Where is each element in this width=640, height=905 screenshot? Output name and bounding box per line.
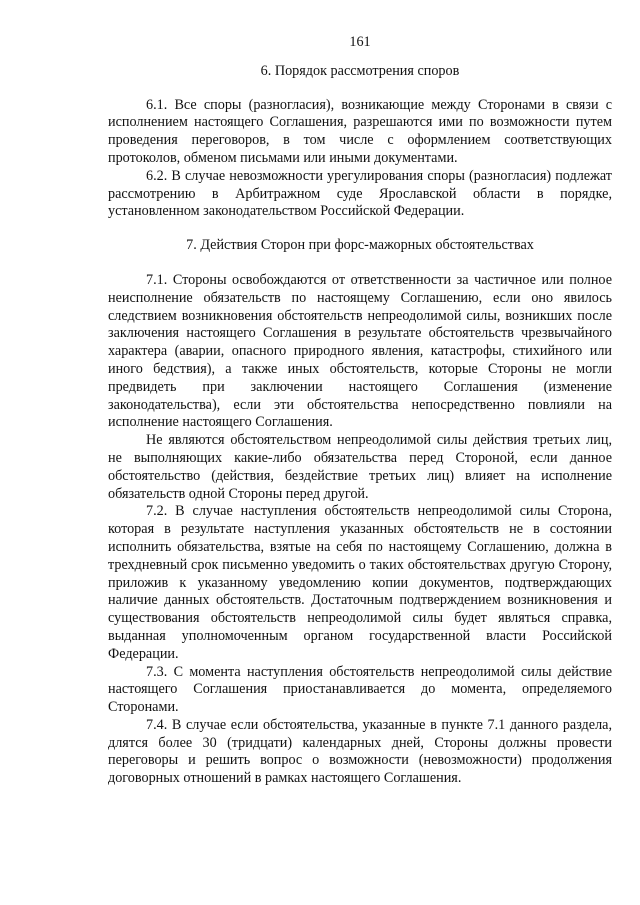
paragraph-6-1: 6.1. Все споры (разногласия), возникающие между Сторонами в связи с исполнением настоящего Соглашения, разрешаются ими по возможности путем проведения переговоров, в том числе с оформлением соответствующих протоколов, обменом письмами или иными документами. bbox=[108, 96, 612, 166]
document-page bbox=[108, 34, 612, 788]
paragraph-6-2: 6.2. В случае невозможности урегулирования споры (разногласия) подлежат рассмотрению в Арбитражном суде Ярославской области в порядке, установленном законодательством Российской Федерации. bbox=[108, 167, 612, 220]
page-number: 161 bbox=[349, 34, 371, 50]
paragraph-7-1: 7.1. Стороны освобождаются от ответственности за частичное или полное неисполнение обязательств по настоящему Соглашению, если оно явилось следствием возникновения обстоятельств непреодолимой силы, возникших после заключения настоящего Соглашения в результате обстоятельств чрезвычайного характера (аварии, опасного природного явления, катастрофы, стихийного или иного бедствия), а также иных обстоятельств, которые Стороны не могли предвидеть при заключении настоящего Соглашения (изменение законодательства), если эти обстоятельства непосредственно повлияли на исполнение настоящего Соглашения. bbox=[108, 271, 612, 431]
paragraph-7-2: 7.2. В случае наступления обстоятельств непреодолимой силы Сторона, которая в результате наступления указанных обстоятельств не в состоянии исполнить обязательства, взятые на себя по настоящему Соглашению, должна в трехдневный срок письменно уведомить о таких обстоятельствах другую Сторону, приложив к указанному уведомлению копии документов, подтверждающих наличие данных обстоятельств. Достаточным подтверждением возникновения и существования обстоятельств непреодолимой силы будет являться справка, выданная уполномоченным органом государственной власти Российской Федерации. bbox=[108, 503, 612, 662]
paragraph-7-1-note: Не являются обстоятельством непреодолимой силы действия третьих лиц, не выполняющих какие-либо обязательства перед Стороной, если данное обстоятельство (действия, бездействие третьих лиц) влияет на исполнение обязательств одной Стороны перед другой. bbox=[108, 432, 612, 502]
section-title-disputes: 6. Порядок рассмотрения споров bbox=[260, 62, 460, 79]
paragraph-7-3: 7.3. С момента наступления обстоятельств непреодолимой силы действие настоящего Соглашения приостанавливается до момента, определяемого Сторонами. bbox=[108, 663, 612, 716]
section-title-force-majeure: 7. Действия Сторон при форс-мажорных обстоятельствах bbox=[186, 237, 534, 254]
paragraph-7-4: 7.4. В случае если обстоятельства, указанные в пункте 7.1 данного раздела, длятся более 30 (тридцати) календарных дней, Стороны должны провести переговоры и решить вопрос о возможности (невозможности) продолжения договорных отношений в рамках настоящего Соглашения. bbox=[108, 716, 612, 787]
